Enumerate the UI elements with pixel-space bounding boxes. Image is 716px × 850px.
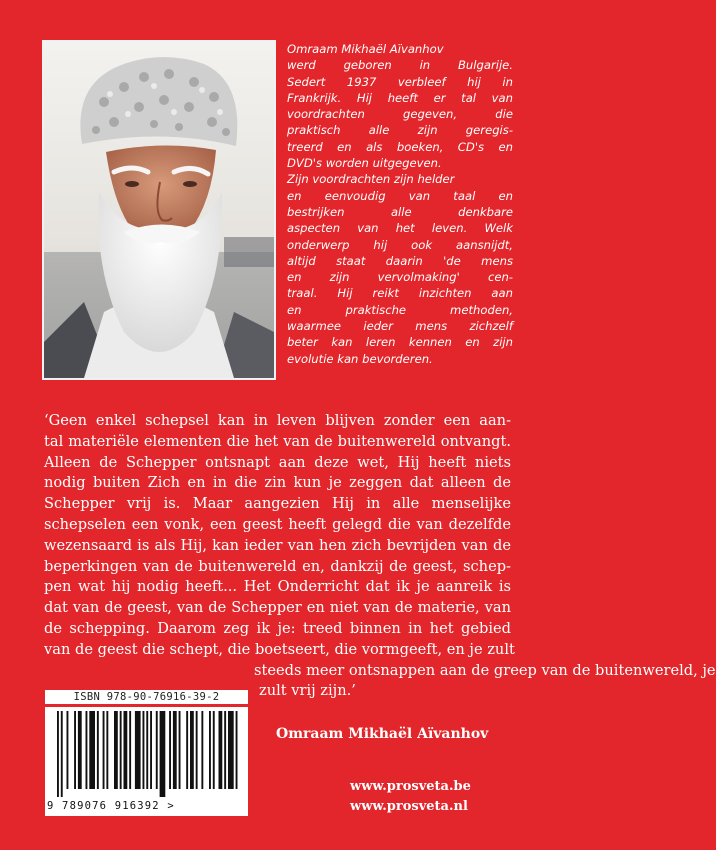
barcode-bar [201,711,203,789]
isbn-label: ISBN 978-90-76916-39-2 [45,690,248,704]
quote-line: nodig buiten Zich en in die zin kun je zeggen dat alleen de [44,474,511,492]
isbn-barcode [45,690,248,816]
barcode-bar [74,711,76,789]
author-signature: Omraam Mikhaël Aïvanhov [276,726,489,742]
barcode-bar [114,711,118,789]
barcode-bar [190,711,194,789]
barcode-bar [146,711,148,789]
bio-line: bestrijken alle denkbare [287,204,513,219]
bio-line: werd geboren in Bulgarije. [287,58,513,73]
bio-line: onderwerp hij ook aansnijdt, [287,237,513,252]
barcode-bar [67,711,69,789]
barcode-bar [169,711,171,789]
quote-line: pen wat hij nodig heeft... Het Onderricht dat ik je aanreik is [44,578,511,596]
author-portrait-photo [42,40,276,380]
barcode-bar [179,711,181,789]
bio-line: praktisch alle zijn geregis- [287,123,513,138]
bio-line: voordrachten gegeven, die [287,107,513,122]
bio-line: DVD's worden uitgegeven. [287,156,442,171]
barcode-bar [150,711,152,789]
bio-line: Omraam Mikhaël Aïvanhov [287,42,444,56]
quote-line: zult vrij zijn.’ [259,682,356,700]
barcode-bar [224,711,226,789]
publisher-websites [350,777,471,817]
barcode-bar [135,711,141,789]
barcode-bar [219,711,223,789]
quote-line: dat van de geest, van de Schepper en niet van de materie, van [44,599,511,617]
quote-line: wezensaard is als Hij, kan ieder van hen zich bevrijden van de [44,536,511,554]
bio-line: en zijn vervolmaking' cen- [287,270,513,285]
quote-line: van de geest die schept, die boetseert, die vormgeeft, en je zult [44,640,515,658]
bio-line: altijd staat daarin 'de mens [287,253,513,268]
portrait-illustration [44,42,274,378]
barcode-bar [129,711,131,789]
barcode-digits: 9 789076 916392 > [47,800,175,812]
quote-line: ‘Geen enkel schepsel kan in leven blijven zonder een aan- [44,412,511,429]
quote-line: steeds meer ontsnappen aan de greep van de buitenwereld, je [254,661,716,679]
barcode-bar [89,711,95,789]
barcode-bar [124,711,128,789]
barcode-bar [103,711,105,789]
barcode-bar [106,711,108,789]
quote-line: schepselen een vonk, een geest heeft gelegd die van dezelfde [44,515,511,533]
website-link-nl[interactable]: www.prosveta.nl [350,799,468,814]
barcode-bar [160,711,166,797]
bio-line: aspecten van het leven. Welk [287,221,513,236]
barcode-bar [228,711,234,789]
barcode-bar [78,711,82,789]
barcode-bar [86,711,88,789]
bio-line: evolutie kan bevorderen. [287,351,433,366]
bio-line: beter kan leren kennen en zijn [287,335,513,350]
barcode-bar [61,711,63,797]
barcode-bar [209,711,211,789]
bio-line: treerd en als boeken, CD's en [287,139,513,154]
quote-line: beperkingen van de buitenwereld en, dankzij de geest, schep- [44,557,511,575]
barcode-bar [57,711,59,797]
bio-line: Zijn voordrachten zijn helder [287,172,455,187]
quote-line: de schepping. Daarom zeg ik je: treed binnen in het gebied [44,619,511,637]
barcode-bar [213,711,215,789]
bio-line: Frankrijk. Hij heeft er tal van [287,90,513,105]
barcode-bars [45,707,248,799]
author-biography [287,41,513,367]
bio-line: en eenvoudig van taal en [287,188,513,203]
bio-line: Sedert 1937 verbleef hij in [287,74,513,89]
barcode-bar [236,711,238,789]
barcode-bar [156,711,158,789]
barcode-bar [196,711,198,789]
barcode-bar [120,711,122,789]
quote-line: Alleen de Schepper ontsnapt aan deze wet, Hij heeft niets [44,453,511,471]
barcode-bar [173,711,177,789]
website-link-be[interactable]: www.prosveta.be [350,779,471,794]
barcode-bar [97,711,99,789]
bio-line: traal. Hij reikt inzichten aan [287,286,513,301]
quote-line: Schepper vrij is. Maar aangezien Hij in alle menselijke [44,495,511,513]
bio-line: waarmee ieder mens zichzelf [287,319,513,334]
barcode-bar [143,711,145,789]
bio-line: en praktische methoden, [287,302,513,317]
quote-line: tal materiële elementen die het van de buitenwereld ontvangt. [44,432,511,450]
author-quote [44,411,716,702]
barcode-bar [186,711,188,789]
